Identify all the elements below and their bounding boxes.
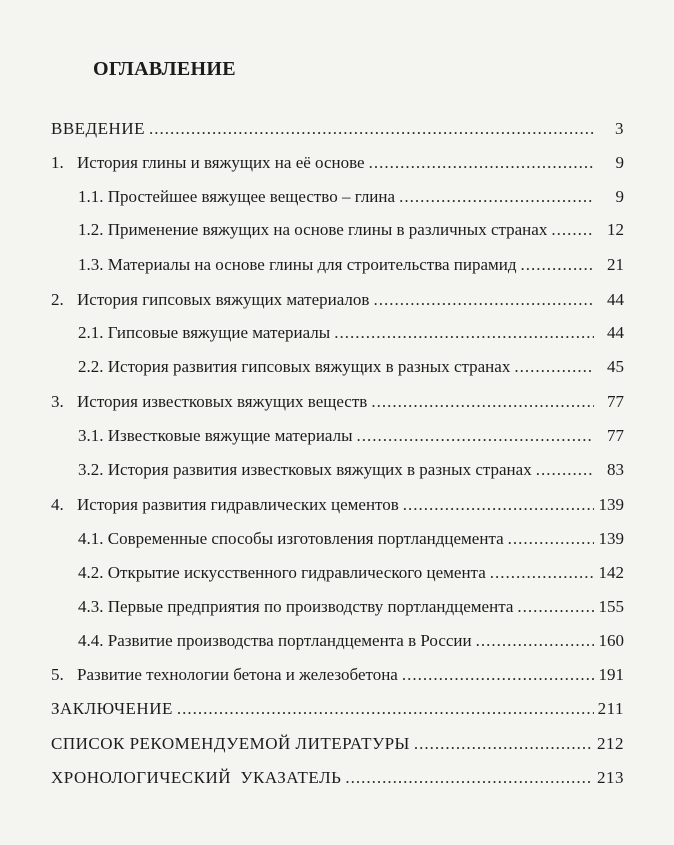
- leader-dots: [551, 219, 594, 241]
- chapter-number: 1.: [51, 153, 64, 172]
- toc-entry-section-4-3[interactable]: [78, 596, 624, 618]
- leader-dots: [334, 322, 594, 344]
- toc-entry-label: 4.1. Современные способы изготовления портландцемента: [78, 529, 504, 548]
- toc-entry-section-2-2[interactable]: [78, 356, 624, 378]
- leader-dots: [177, 698, 594, 720]
- toc-entry-chapter-4[interactable]: [51, 494, 624, 516]
- chapter-number: 4.: [51, 495, 64, 514]
- toc-entry-section-3-1[interactable]: [78, 425, 624, 447]
- toc-entry-label: История развития гидравлических цементов: [77, 495, 399, 514]
- toc-entry-label: 2.2. История развития гипсовых вяжущих в разных странах: [78, 357, 511, 376]
- toc-page-number: 213: [597, 768, 624, 787]
- toc-page-number: 12: [607, 220, 624, 239]
- toc-entry-chronological-index[interactable]: [51, 767, 624, 789]
- toc-entry-label: История гипсовых вяжущих материалов: [77, 290, 370, 309]
- toc-entry-section-4-1[interactable]: [78, 528, 624, 550]
- toc-page-number: 77: [607, 426, 624, 445]
- toc-page-number: 45: [607, 357, 624, 376]
- toc-page-number: 9: [615, 153, 624, 172]
- leader-dots: [371, 391, 594, 413]
- toc-entry-label: 3.1. Известковые вяжущие материалы: [78, 426, 353, 445]
- toc-page-number: 211: [597, 699, 624, 718]
- leader-dots: [490, 562, 594, 584]
- toc-entry-label: 1.2. Применение вяжущих на основе глины в различных странах: [78, 220, 548, 239]
- toc-entry-label: 1.3. Материалы на основе глины для строительства пирамид: [78, 255, 517, 274]
- toc-page-number: 83: [607, 460, 624, 479]
- toc-page-number: 77: [607, 392, 624, 411]
- chapter-number: 3.: [51, 392, 64, 411]
- toc-page-number: 9: [615, 187, 624, 206]
- toc-entry-label: История глины и вяжущих на её основе: [77, 153, 365, 172]
- toc-entry-section-1-1[interactable]: [78, 186, 624, 208]
- toc-entry-label: 1.1. Простейшее вяжущее вещество – глина: [78, 187, 396, 206]
- leader-dots: [399, 186, 594, 208]
- leader-dots: [517, 596, 594, 618]
- leader-dots: [414, 733, 593, 755]
- toc-entry-label: 4.4. Развитие производства портландцемента в России: [78, 631, 472, 650]
- toc-page-number: 212: [597, 734, 624, 753]
- leader-dots: [403, 494, 594, 516]
- leader-dots: [357, 425, 594, 447]
- chapter-number: 5.: [51, 665, 64, 684]
- toc-entry-label: История известковых вяжущих веществ: [77, 392, 368, 411]
- toc-page-number: 142: [598, 563, 624, 582]
- leader-dots: [149, 118, 594, 140]
- toc-entry-bibliography[interactable]: [51, 733, 624, 755]
- toc-entry-label: 4.3. Первые предприятия по производству портландцемента: [78, 597, 514, 616]
- toc-page-number: 44: [607, 323, 624, 342]
- toc-page-number: 139: [598, 495, 624, 514]
- leader-dots: [345, 767, 593, 789]
- toc-entry-section-2-1[interactable]: [78, 322, 624, 344]
- toc-page-number: 139: [598, 529, 624, 548]
- leader-dots: [536, 459, 594, 481]
- toc-entry-chapter-3[interactable]: [51, 391, 624, 413]
- toc-entry-section-1-2[interactable]: [78, 219, 624, 241]
- toc-entry-section-3-2[interactable]: [78, 459, 624, 481]
- toc-entry-label: 3.2. История развития известковых вяжущих в разных странах: [78, 460, 532, 479]
- leader-dots: [508, 528, 594, 550]
- toc-entry-label: СПИСОК РЕКОМЕНДУЕМОЙ ЛИТЕРАТУРЫ: [51, 734, 410, 753]
- chapter-number: 2.: [51, 290, 64, 309]
- page-title: ОГЛАВЛЕНИЕ: [93, 58, 236, 80]
- toc-page-number: 160: [598, 631, 624, 650]
- leader-dots: [514, 356, 594, 378]
- leader-dots: [369, 152, 594, 174]
- toc-entry-label: 2.1. Гипсовые вяжущие материалы: [78, 323, 331, 342]
- toc-page-number: 155: [598, 597, 624, 616]
- leader-dots: [373, 289, 594, 311]
- toc-page-number: 44: [607, 290, 624, 309]
- toc-entry-chapter-1[interactable]: [51, 152, 624, 174]
- toc-page-number: 21: [607, 255, 624, 274]
- toc-entry-label: ЗАКЛЮЧЕНИЕ: [51, 699, 173, 718]
- toc-entry-label: ХРОНОЛОГИЧЕСКИЙ УКАЗАТЕЛЬ: [51, 768, 342, 787]
- toc-entry-conclusion[interactable]: [51, 698, 624, 720]
- leader-dots: [521, 254, 594, 276]
- leader-dots: [402, 664, 594, 686]
- toc-entry-label: Развитие технологии бетона и железобетона: [77, 665, 398, 684]
- leader-dots: [476, 630, 594, 652]
- toc-entry-label: ВВЕДЕНИЕ: [51, 119, 145, 138]
- toc-entry-label: 4.2. Открытие искусственного гидравлического цемента: [78, 563, 486, 582]
- toc-entry-chapter-2[interactable]: [51, 289, 624, 311]
- toc-entry-section-4-2[interactable]: [78, 562, 624, 584]
- toc-page-number: 191: [598, 665, 624, 684]
- toc-entry-chapter-5[interactable]: [51, 664, 624, 686]
- toc-page-number: 3: [615, 119, 624, 138]
- toc-entry-introduction[interactable]: [51, 118, 624, 140]
- toc-entry-section-1-3[interactable]: [78, 254, 624, 276]
- toc-entry-section-4-4[interactable]: [78, 630, 624, 652]
